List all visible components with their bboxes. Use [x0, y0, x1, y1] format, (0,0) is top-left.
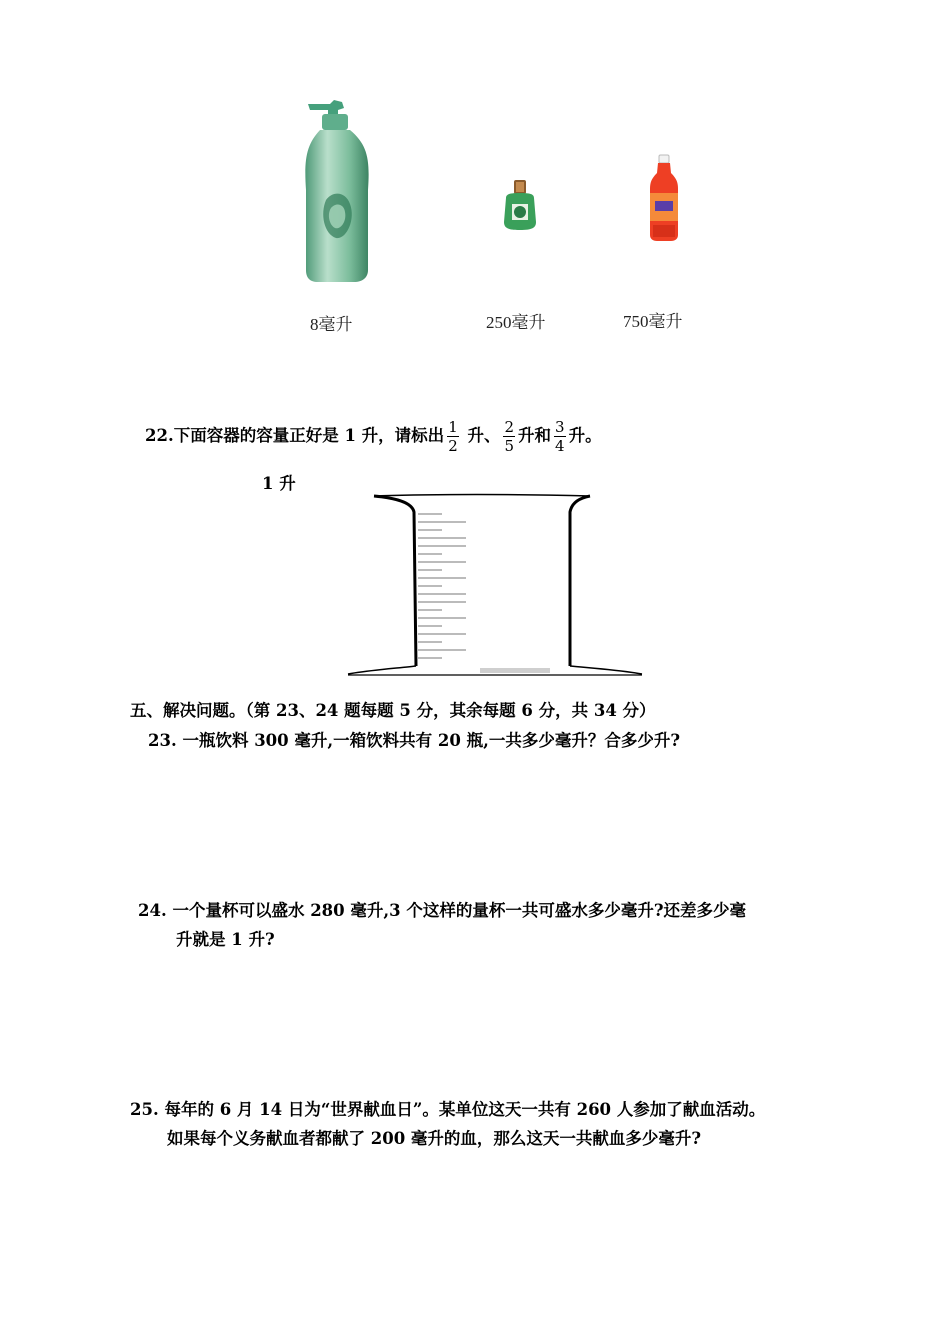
question-25-line2: 如果每个义务献血者都献了 200 毫升的血，那么这天一共献血多少毫升?: [167, 1129, 702, 1148]
question-24-line2: 升就是 1 升?: [176, 930, 275, 949]
question-22: [145, 416, 602, 456]
question-22-prefix: 22.下面容器的容量正好是 1 升，请标出: [145, 426, 445, 445]
fraction-numerator: 2: [504, 418, 515, 436]
juice-bottle-image: [645, 153, 683, 245]
question-24-line1: 24. 一个量杯可以盛水 280 毫升,3 个这样的量杯一共可盛水多少毫升?还差多少毫: [138, 901, 747, 920]
fraction-denominator: 4: [555, 437, 565, 455]
fraction-denominator: 2: [448, 437, 458, 455]
fraction-three-quarters: [554, 418, 566, 455]
fraction-numerator: 3: [555, 418, 565, 436]
fraction-one-half: [447, 418, 459, 455]
question-23: 23. 一瓶饮料 300 毫升,一箱饮料共有 20 瓶,一共多少毫升？合多少升?: [148, 731, 680, 750]
caption-shampoo: 8毫升: [310, 315, 353, 334]
question-22-mid1: 升、: [461, 426, 501, 445]
caption-juice: 750毫升: [623, 312, 683, 331]
measuring-container[interactable]: [340, 488, 650, 680]
question-25-line1: 25. 每年的 6 月 14 日为“世界献血日”。某单位这天一共有 260 人参加了献血活动。: [130, 1100, 766, 1119]
fraction-numerator: 1: [448, 418, 458, 436]
small-medicine-bottle-image: [500, 178, 540, 233]
question-22-suffix: 升。: [568, 426, 602, 445]
fraction-denominator: 5: [504, 437, 515, 455]
fraction-two-fifths: [503, 418, 515, 455]
caption-medicine: 250毫升: [486, 313, 546, 332]
shampoo-bottle-image: [298, 100, 378, 285]
container-label: 1 升: [262, 474, 296, 493]
section-5-title: 五、解决问题。（第 23、24 题每题 5 分，其余每题 6 分，共 34 分）: [130, 701, 656, 720]
question-22-mid2: 升和: [518, 426, 552, 445]
